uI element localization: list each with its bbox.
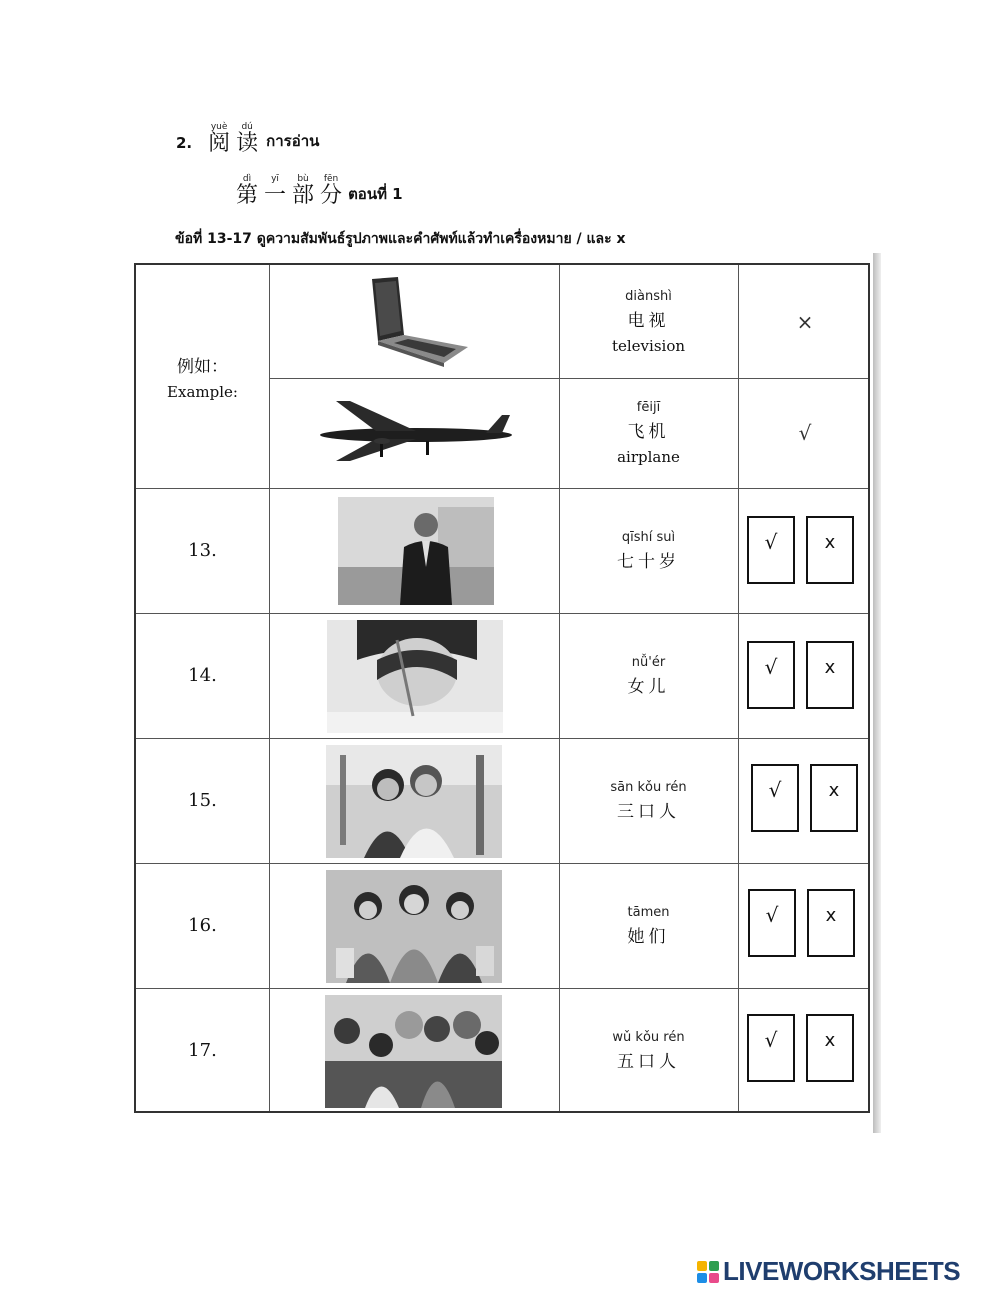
liveworksheets-logo[interactable] bbox=[697, 1256, 960, 1287]
part-thai-title: ตอนที่ 1 bbox=[348, 185, 403, 203]
question-word: nǚ'ér 女儿 bbox=[627, 654, 670, 697]
example-word-airplane: fēijī 飞机 airplane bbox=[617, 400, 680, 466]
laptop-image bbox=[364, 273, 474, 369]
answer-choices bbox=[747, 1014, 854, 1082]
tick-option-button[interactable]: √ bbox=[751, 764, 799, 832]
cross-option-button[interactable]: x bbox=[806, 641, 854, 709]
table-divider bbox=[269, 265, 270, 1111]
family-group-image bbox=[325, 995, 502, 1108]
example-cross-mark: × bbox=[796, 309, 814, 334]
logo-mark-icon bbox=[697, 1261, 719, 1283]
logo-text: LIVEWORKSHEETS bbox=[723, 1256, 961, 1286]
tick-option-button[interactable]: √ bbox=[747, 641, 795, 709]
question-word: qīshí suì 七十岁 bbox=[617, 529, 680, 572]
answer-choices bbox=[748, 889, 855, 957]
answer-choices bbox=[747, 516, 854, 584]
cross-option-button[interactable]: x bbox=[806, 516, 854, 584]
worksheet-table bbox=[134, 263, 870, 1113]
tick-option-button[interactable]: √ bbox=[748, 889, 796, 957]
question-number: 14. bbox=[188, 665, 217, 686]
three-women-shopping-image bbox=[326, 870, 502, 983]
scan-edge-shadow bbox=[873, 253, 881, 1133]
cross-option-button[interactable]: x bbox=[807, 889, 855, 957]
question-number: 16. bbox=[188, 915, 217, 936]
section-number: 2. bbox=[176, 134, 193, 152]
tick-option-button[interactable]: √ bbox=[747, 516, 795, 584]
example-check-mark: √ bbox=[798, 421, 812, 445]
question-word: tāmen 她们 bbox=[627, 904, 670, 947]
example-word-television: diànshì 电视 television bbox=[611, 288, 686, 355]
man-on-phone-image bbox=[338, 497, 494, 605]
part-title bbox=[236, 174, 403, 208]
question-number: 17. bbox=[188, 1040, 217, 1061]
girl-writing-image bbox=[327, 620, 503, 733]
question-word: sān kǒu rén 三口人 bbox=[610, 779, 687, 822]
instruction-text: ข้อที่ 13-17 ดูความสัมพันธ์รูปภาพและคำศัพท์แล้วทำเครื่องหมาย / และ x bbox=[175, 231, 626, 247]
section-chinese-title: yuè 阅 dú 读 bbox=[208, 122, 259, 156]
part-chinese-title: dì 第 yī 一 bù 部 fēn 分 bbox=[236, 174, 343, 208]
answer-choices bbox=[747, 641, 854, 709]
cross-option-button[interactable]: x bbox=[806, 1014, 854, 1082]
section-thai-title: การอ่าน bbox=[266, 132, 320, 150]
airplane-image bbox=[316, 397, 516, 467]
question-number: 15. bbox=[188, 790, 217, 811]
cross-option-button[interactable]: x bbox=[810, 764, 858, 832]
answer-choices bbox=[751, 764, 858, 832]
two-women-image bbox=[326, 745, 502, 858]
tick-option-button[interactable]: √ bbox=[747, 1014, 795, 1082]
section-title bbox=[176, 122, 319, 156]
example-label: 例如： Example: bbox=[167, 357, 238, 401]
question-number: 13. bbox=[188, 540, 217, 561]
question-word: wǔ kǒu rén 五口人 bbox=[612, 1029, 685, 1072]
